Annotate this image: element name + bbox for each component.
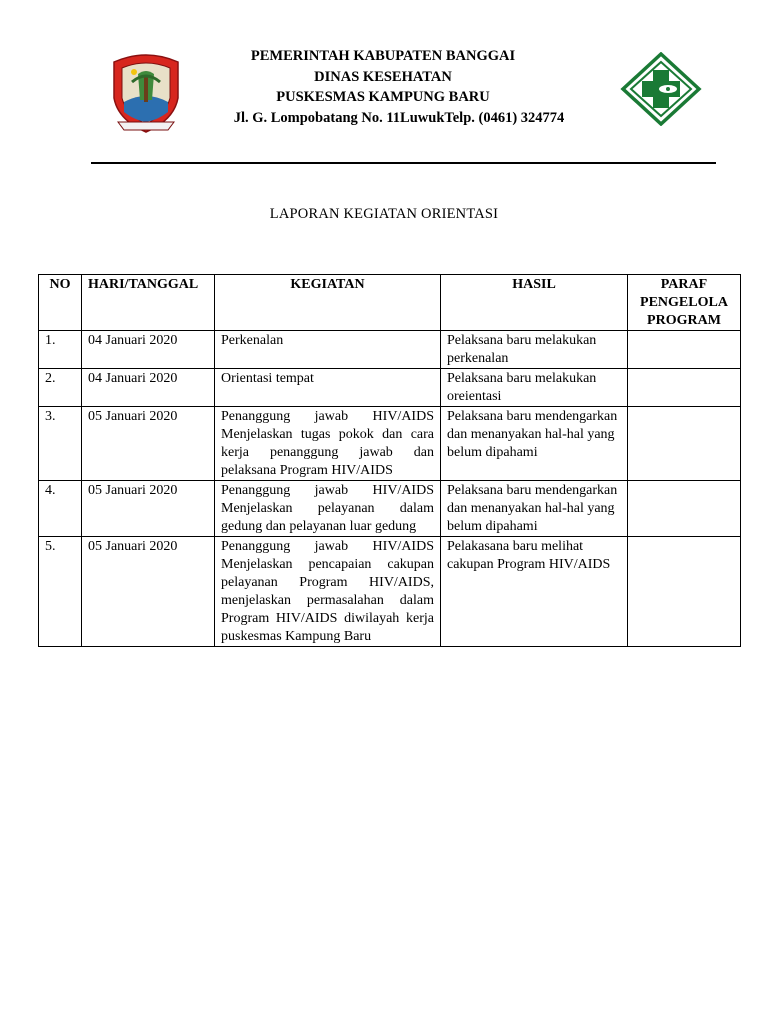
orientation-report-table bbox=[38, 274, 741, 647]
table-row bbox=[39, 369, 741, 407]
cell-signature bbox=[628, 331, 741, 369]
cell-date: 05 Januari 2020 bbox=[82, 407, 215, 481]
cell-date: 05 Januari 2020 bbox=[82, 537, 215, 647]
letterhead-divider bbox=[91, 162, 716, 164]
cell-activity: Perkenalan bbox=[215, 331, 441, 369]
cell-result: Pelaksana baru mendengarkan dan menanyakan hal-hal yang belum dipahami bbox=[441, 407, 628, 481]
table-row bbox=[39, 407, 741, 481]
column-header-result: HASIL bbox=[441, 275, 628, 331]
column-header-signature: PARAF PENGELOLA PROGRAM bbox=[628, 275, 741, 331]
cell-result: Pelaksana baru mendengarkan dan menanyakan hal-hal yang belum dipahami bbox=[441, 481, 628, 537]
address: Jl. G. Lompobatang No. 11LuwukTelp. (0461) 324774 bbox=[233, 109, 565, 126]
table-row bbox=[39, 481, 741, 537]
column-header-no: NO bbox=[39, 275, 82, 331]
cell-no: 5. bbox=[39, 537, 82, 647]
cell-no: 1. bbox=[39, 331, 82, 369]
cell-activity: Penanggung jawab HIV/AIDS Menjelaskan pencapaian cakupan pelayanan Program HIV/AIDS, menjelaskan permasalahan dalam Program HIV/AIDS diwilayah kerja puskesmas Kampung Baru bbox=[215, 537, 441, 647]
cell-activity: Orientasi tempat bbox=[215, 369, 441, 407]
cell-signature bbox=[628, 481, 741, 537]
column-header-date: HARI/TANGGAL bbox=[82, 275, 215, 331]
cell-date: 04 Januari 2020 bbox=[82, 331, 215, 369]
cell-result: Pelaksana baru melakukan perkenalan bbox=[441, 331, 628, 369]
table-row bbox=[39, 537, 741, 647]
cell-date: 04 Januari 2020 bbox=[82, 369, 215, 407]
cell-no: 4. bbox=[39, 481, 82, 537]
kabupaten-banggai-crest-icon bbox=[108, 52, 184, 134]
puskesmas-cross-icon bbox=[620, 52, 702, 126]
cell-result: Pelaksana baru melakukan oreientasi bbox=[441, 369, 628, 407]
cell-signature bbox=[628, 407, 741, 481]
cell-signature bbox=[628, 537, 741, 647]
cell-signature bbox=[628, 369, 741, 407]
column-header-activity: KEGIATAN bbox=[215, 275, 441, 331]
department-name: DINAS KESEHATAN bbox=[314, 68, 452, 85]
page-title: LAPORAN KEGIATAN ORIENTASI bbox=[269, 206, 499, 222]
cell-no: 2. bbox=[39, 369, 82, 407]
letterhead-text bbox=[200, 46, 566, 128]
table-row bbox=[39, 331, 741, 369]
cell-no: 3. bbox=[39, 407, 82, 481]
letterhead bbox=[0, 0, 768, 170]
cell-activity: Penanggung jawab HIV/AIDS Menjelaskan pelayanan dalam gedung dan pelayanan luar gedung bbox=[215, 481, 441, 537]
table-header-row bbox=[39, 275, 741, 331]
cell-activity: Penanggung jawab HIV/AIDS Menjelaskan tugas pokok dan cara kerja penanggung jawab dan pelaksana Program HIV/AIDS bbox=[215, 407, 441, 481]
cell-date: 05 Januari 2020 bbox=[82, 481, 215, 537]
puskesmas-name: PUSKESMAS KAMPUNG BARU bbox=[276, 89, 490, 105]
cell-result: Pelakasana baru melihat cakupan Program HIV/AIDS bbox=[441, 537, 628, 647]
government-name: PEMERINTAH KABUPATEN BANGGAI bbox=[250, 48, 516, 64]
